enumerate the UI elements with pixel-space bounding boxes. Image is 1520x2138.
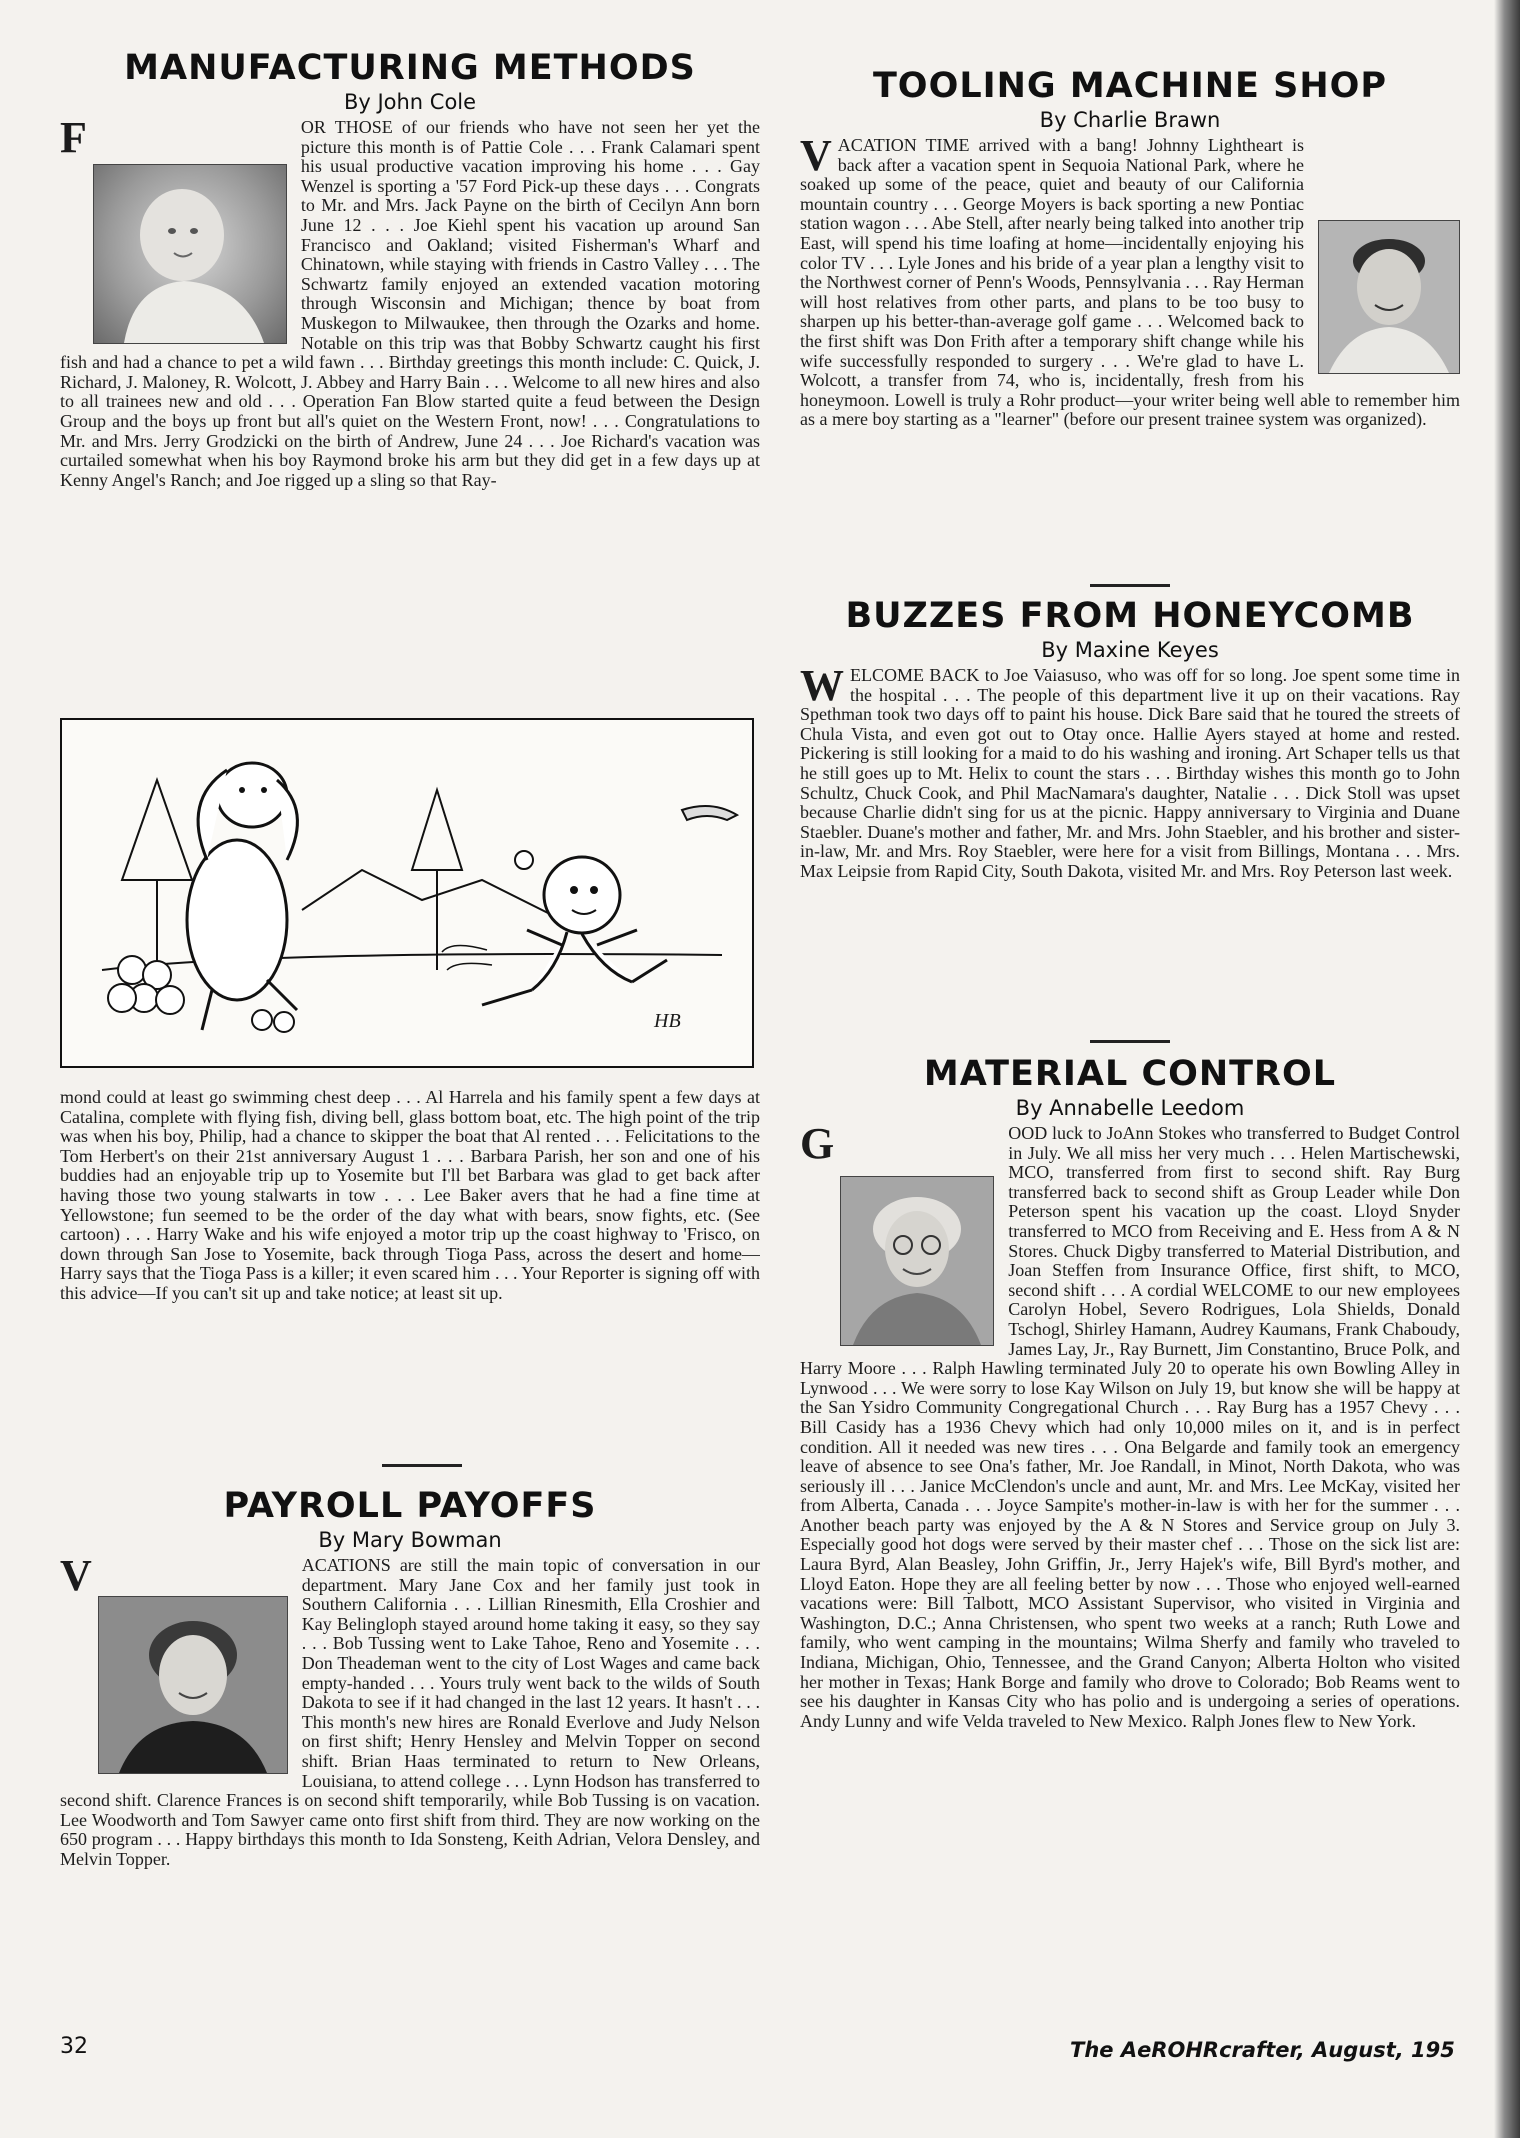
article-byline: By Mary Bowman — [318, 1528, 502, 1552]
article-manufacturing-methods — [60, 48, 760, 716]
right-column — [800, 0, 1460, 2138]
woman-portrait-icon — [99, 1597, 287, 1773]
baby-photo — [93, 164, 287, 344]
woman-with-glasses-portrait-icon — [841, 1177, 993, 1345]
drop-cap: F — [60, 113, 87, 162]
section-divider — [382, 1464, 462, 1467]
article-body — [60, 113, 760, 490]
article-tooling-machine-shop — [800, 66, 1460, 566]
man-portrait-icon — [1319, 221, 1459, 373]
article-body — [60, 1551, 760, 1870]
left-column — [60, 0, 760, 2138]
drop-cap: G — [800, 1119, 835, 1168]
magazine-footer: The AeROHRcrafter, August, 195 — [1070, 2038, 1455, 2062]
article-text: OR THOSE of our friends who have not seen her yet the picture this month is of Pattie Cole . . . Frank Calamari spent his usual productive vacation improving his home . . . Gay Wenzel is sporting a '57 Ford Pick-up these days . . . Congrats to Mr. and Mrs. Jack Payne on the birth of Cecilyn Ann born June 12 . . . Joe Kiehl spent his vacation up around San Francisco and Oakland; visited Fisherman's Wharf and Chinatown, while staying with friends in Castro Valley . . . The Schwartz family enjoyed an extended vacation motoring through Wisconsin and Michigan; thence by boat from Muskegon to Milwaukee, then through the Ozarks and home. Notable on this trip was that Bobby Schwartz caught his first fish and had a chance to pet a wild fawn . . . Birthday greetings this month include: C. Quick, J. Richard, J. Maloney, R. Wolcott, J. Abbey and Harry Bain . . . Welcome to all new hires and also to all trainees new and old . . . Operation Fan Blow started quite a feud between the Design Group and the boys up front but all's quiet on the Western Front, now! . . . Congratulations to Mr. and Mrs. Jerry Grodzicki on the birth of Andrew, June 24 . . . Joe Richard's vacation was curtailed somewhat when his boy Raymond broke his arm but they did get in a few days up at Kenny Angel's Ranch; and Joe rigged up a sling so that Ray- — [60, 117, 760, 490]
cartoon-signature: HB — [654, 1010, 681, 1032]
section-divider — [1090, 1040, 1170, 1043]
article-payroll-payoffs — [60, 1486, 760, 2006]
article-byline: By Maxine Keyes — [1041, 638, 1219, 662]
article-text: mond could at least go swimming chest deep . . . Al Harrela and his family spent a few days at Catalina, complete with flying fish, diving bell, glass bottom boat, etc. The high point of the trip was when his boy, Philip, had a chance to skipper the boat that Al rented . . . Felicitations to the Tom Herbert's on their 21st anniversary August 1 . . . Barbara Parish, her son and one of his buddies had an enjoyable trip up to Yosemite but I'll bet Barbara was glad to get back after having those two young stalwarts in tow . . . Lee Baker avers that he had a fine time at Yellowstone; fun seemed to be the order of the day what with bears, snow fights, etc. (See cartoon) . . . Harry Wake and his wife enjoyed a motor trip up the coast highway to 'Frisco, on down through San Jose to Yosemite, back through Tioga Pass, across the desert and home—Harry says that the Tioga Pass is a killer; it even scared him . . . Your Reporter is signing off with this advice—If you can't sit up and take notice; at least sit up. — [60, 1088, 760, 1303]
baby-portrait-icon — [94, 165, 286, 343]
article-text: ACATION TIME arrived with a bang! Johnny Lightheart is back after a vacation spent in Sequoia National Park, where he soaked up some of the peace, quiet and beauty of our California mountain country . . . George Moyers is back sporting a new Pontiac station wagon . . . Abe Stell, after nearly being talked into another trip East, will spend his time loafing at home—incidentally enjoying his color TV . . . Lyle Jones and his bride of a year plan a lengthy visit to the Northwest corner of Penn's Woods, Pennsylvania . . . Ray Herman will host relatives from other parts, and plans to be too busy to sharpen up his better-than-average golf game . . . Welcomed back to the first shift was Don Frith after a temporary shift change while his wife successfully responded to surgery . . . We're glad to have L. Wolcott, a transfer from 74, who is, incidentally, fresh from his honeymoon. Lowell is truly a Rohr product—your writer being well able to remember him as a mere boy starting as a "learner" (before our present trainee system was organized). — [800, 135, 1460, 430]
article-text: OOD luck to JoAnn Stokes who transferred to Budget Control in July. We all miss her very much . . . Helen Martischewski, MCO, transferred from first to second shift. Ray Burg transferred back to second shift as Group Leader while Don Peterson spent his vacation up the coast. Lloyd Snyder transferred to MCO from Receiving and E. Hess from A & N Stores. Chuck Digby transferred to Material Distribution, and Joan Steffen from Insurance Office, first shift, to MCO, second shift . . . A cordial WELCOME to our new employees Carolyn Hobel, Severo Rodrigues, Lola Shields, Donald Tschogl, Shirley Hamann, Audrey Kaumans, Frank Chaboudy, James Lay, Jr., Ray Burnett, Jim Constantino, Bruce Polk, and Harry Moore . . . Ralph Hawling terminated July 20 to operate his own Bowling Alley in Lynwood . . . We were sorry to lose Kay Wilson on July 19, but know she will be happy at the San Ysidro Community Congregational Church . . . Ray Burg has a 1957 Chevy . . . Bill Casidy has a 1936 Chevy which had only 10,000 miles on it, and is in perfect condition. All it needed was new tires . . . Ona Belgarde and family took an emergency leave of absence to see Ona's father, Mr. Joe Randall, in Minot, North Dakota, who was seriously ill . . . Janice McClendon's uncle and aunt, Mr. and Mrs. Lee McKay, visited her from Alberta, Canada . . . Joyce Sampite's mother-in-law is with her for the summer . . . Another beach party was enjoyed by the A & N Stores and Service group on July 3. Especially good hot dogs were served by their master chef . . . Those on the sick list are: Laura Byrd, Alan Beasley, John Griffin, Jr., Jerry Hajek's wife, Bill Byrd's mother, and Lloyd Eaton. Hope they are all feeling better by now . . . Those who enjoyed well-earned vacations were: Bill Talbott, MCO Assistant Supervisor, who visited in Virginia and Washington, D.C.; Anna Christensen, who spent two weeks at a ranch; Ruth Lowe and family, who went camping in the mountains; Wilma Sherfy and family who traveled to Indiana, Michigan, Ohio, Tennessee, and the Grand Canyon; Alberta Holton who visited her mother in Texas; Hank Borge and family who drove to Colorado; Bob Reams went to see his daughter in Kansas City who has polio and is undergoing a series of operations. Andy Lunny and wife Velda traveled to New Mexico. Ralph Jones flew to New York. — [800, 1123, 1460, 1731]
drop-cap: V — [60, 1551, 92, 1600]
bear-chasing-man-cartoon-icon — [62, 720, 752, 1066]
article-body — [800, 131, 1460, 430]
article-title: TOOLING MACHINE SHOP — [872, 66, 1388, 106]
article-title: PAYROLL PAYOFFS — [223, 1486, 597, 1526]
article-title: MATERIAL CONTROL — [923, 1054, 1337, 1094]
article-text: ELCOME BACK to Joe Vaiasuso, who was off for so long. Joe spent some time in the hospital . . . The people of this department live it up on their vacations. Ray Spethman took two days off to paint his house. Dick Bare said that he toured the streets of Chula Vista, and even got out to Otay once. Hallie Ayers stayed at home and rested. Pickering is still looking for a maid to do his washing and ironing. Art Schaper tells us that he still goes up to Mt. Helix to count the stars . . . Birthday wishes this month go to John Schultz, Chuck Cook, and Phil MacNamara's daughter, Natalie . . . Dick Stoll was upset because Charlie didn't sing for us at the picnic. Happy anniversary to Virginia and Duane Staebler. Duane's mother and father, Mr. and Mrs. John Staebler, and his brother and sister-in-law, Mr. and Mrs. Roy Staebler, were here for a visit from Billings, Montana . . . Mrs. Max Leipsie from Rapid City, South Dakota, visited Mr. and Mrs. Roy Peterson last week. — [800, 665, 1460, 881]
page-binding-shadow — [1494, 0, 1520, 2138]
article-material-control — [800, 1054, 1460, 2024]
article-body — [800, 661, 1460, 882]
article-body — [800, 1119, 1460, 1731]
article-title: BUZZES FROM HONEYCOMB — [845, 596, 1415, 636]
article-buzzes-from-honeycomb — [800, 596, 1460, 1026]
annabelle-leedom-photo — [840, 1176, 994, 1346]
article-byline: By John Cole — [343, 90, 477, 114]
charlie-brawn-photo — [1318, 220, 1460, 374]
article-manufacturing-continued — [60, 1088, 760, 1450]
drop-cap: V — [800, 131, 832, 180]
mary-bowman-photo — [98, 1596, 288, 1774]
yellowstone-cartoon — [60, 718, 754, 1068]
article-byline: By Charlie Brawn — [1039, 108, 1221, 132]
article-byline: By Annabelle Leedom — [1015, 1096, 1245, 1120]
article-text: ACATIONS are still the main topic of conversation in our department. Mary Jane Cox and her family just took in Southern California . . . Lillian Rinesmith, Ella Croshier and Kay Belingloph stayed around home taking it easy, so they say . . . Bob Tussing went to Lake Tahoe, Reno and Yosemite . . . Don Theademan went to the city of Lost Wages and came back empty-handed . . . Yours truly went back to the wilds of South Dakota to see if it had changed in the last 12 years. It hasn't . . . This month's new hires are Ronald Everlove and Judy Nelson on first shift; Henry Hensley and Melvin Topper on second shift. Brian Haas terminated to return to New Orleans, Louisiana, to attend college . . . Lynn Hodson has transferred to second shift. Clarence Frances is on second shift temporarily, while Bob Tussing is on vacation. Lee Woodworth and Tom Sawyer came onto first shift from third. They are now working on the 650 program . . . Happy birthdays this month to Ida Sonsteng, Keith Adrian, Velora Densley, and Melvin Topper. — [60, 1555, 760, 1869]
article-title: MANUFACTURING METHODS — [124, 48, 696, 88]
drop-cap: W — [800, 661, 844, 710]
section-divider — [1090, 584, 1170, 587]
page-number: 32 — [60, 2034, 88, 2059]
